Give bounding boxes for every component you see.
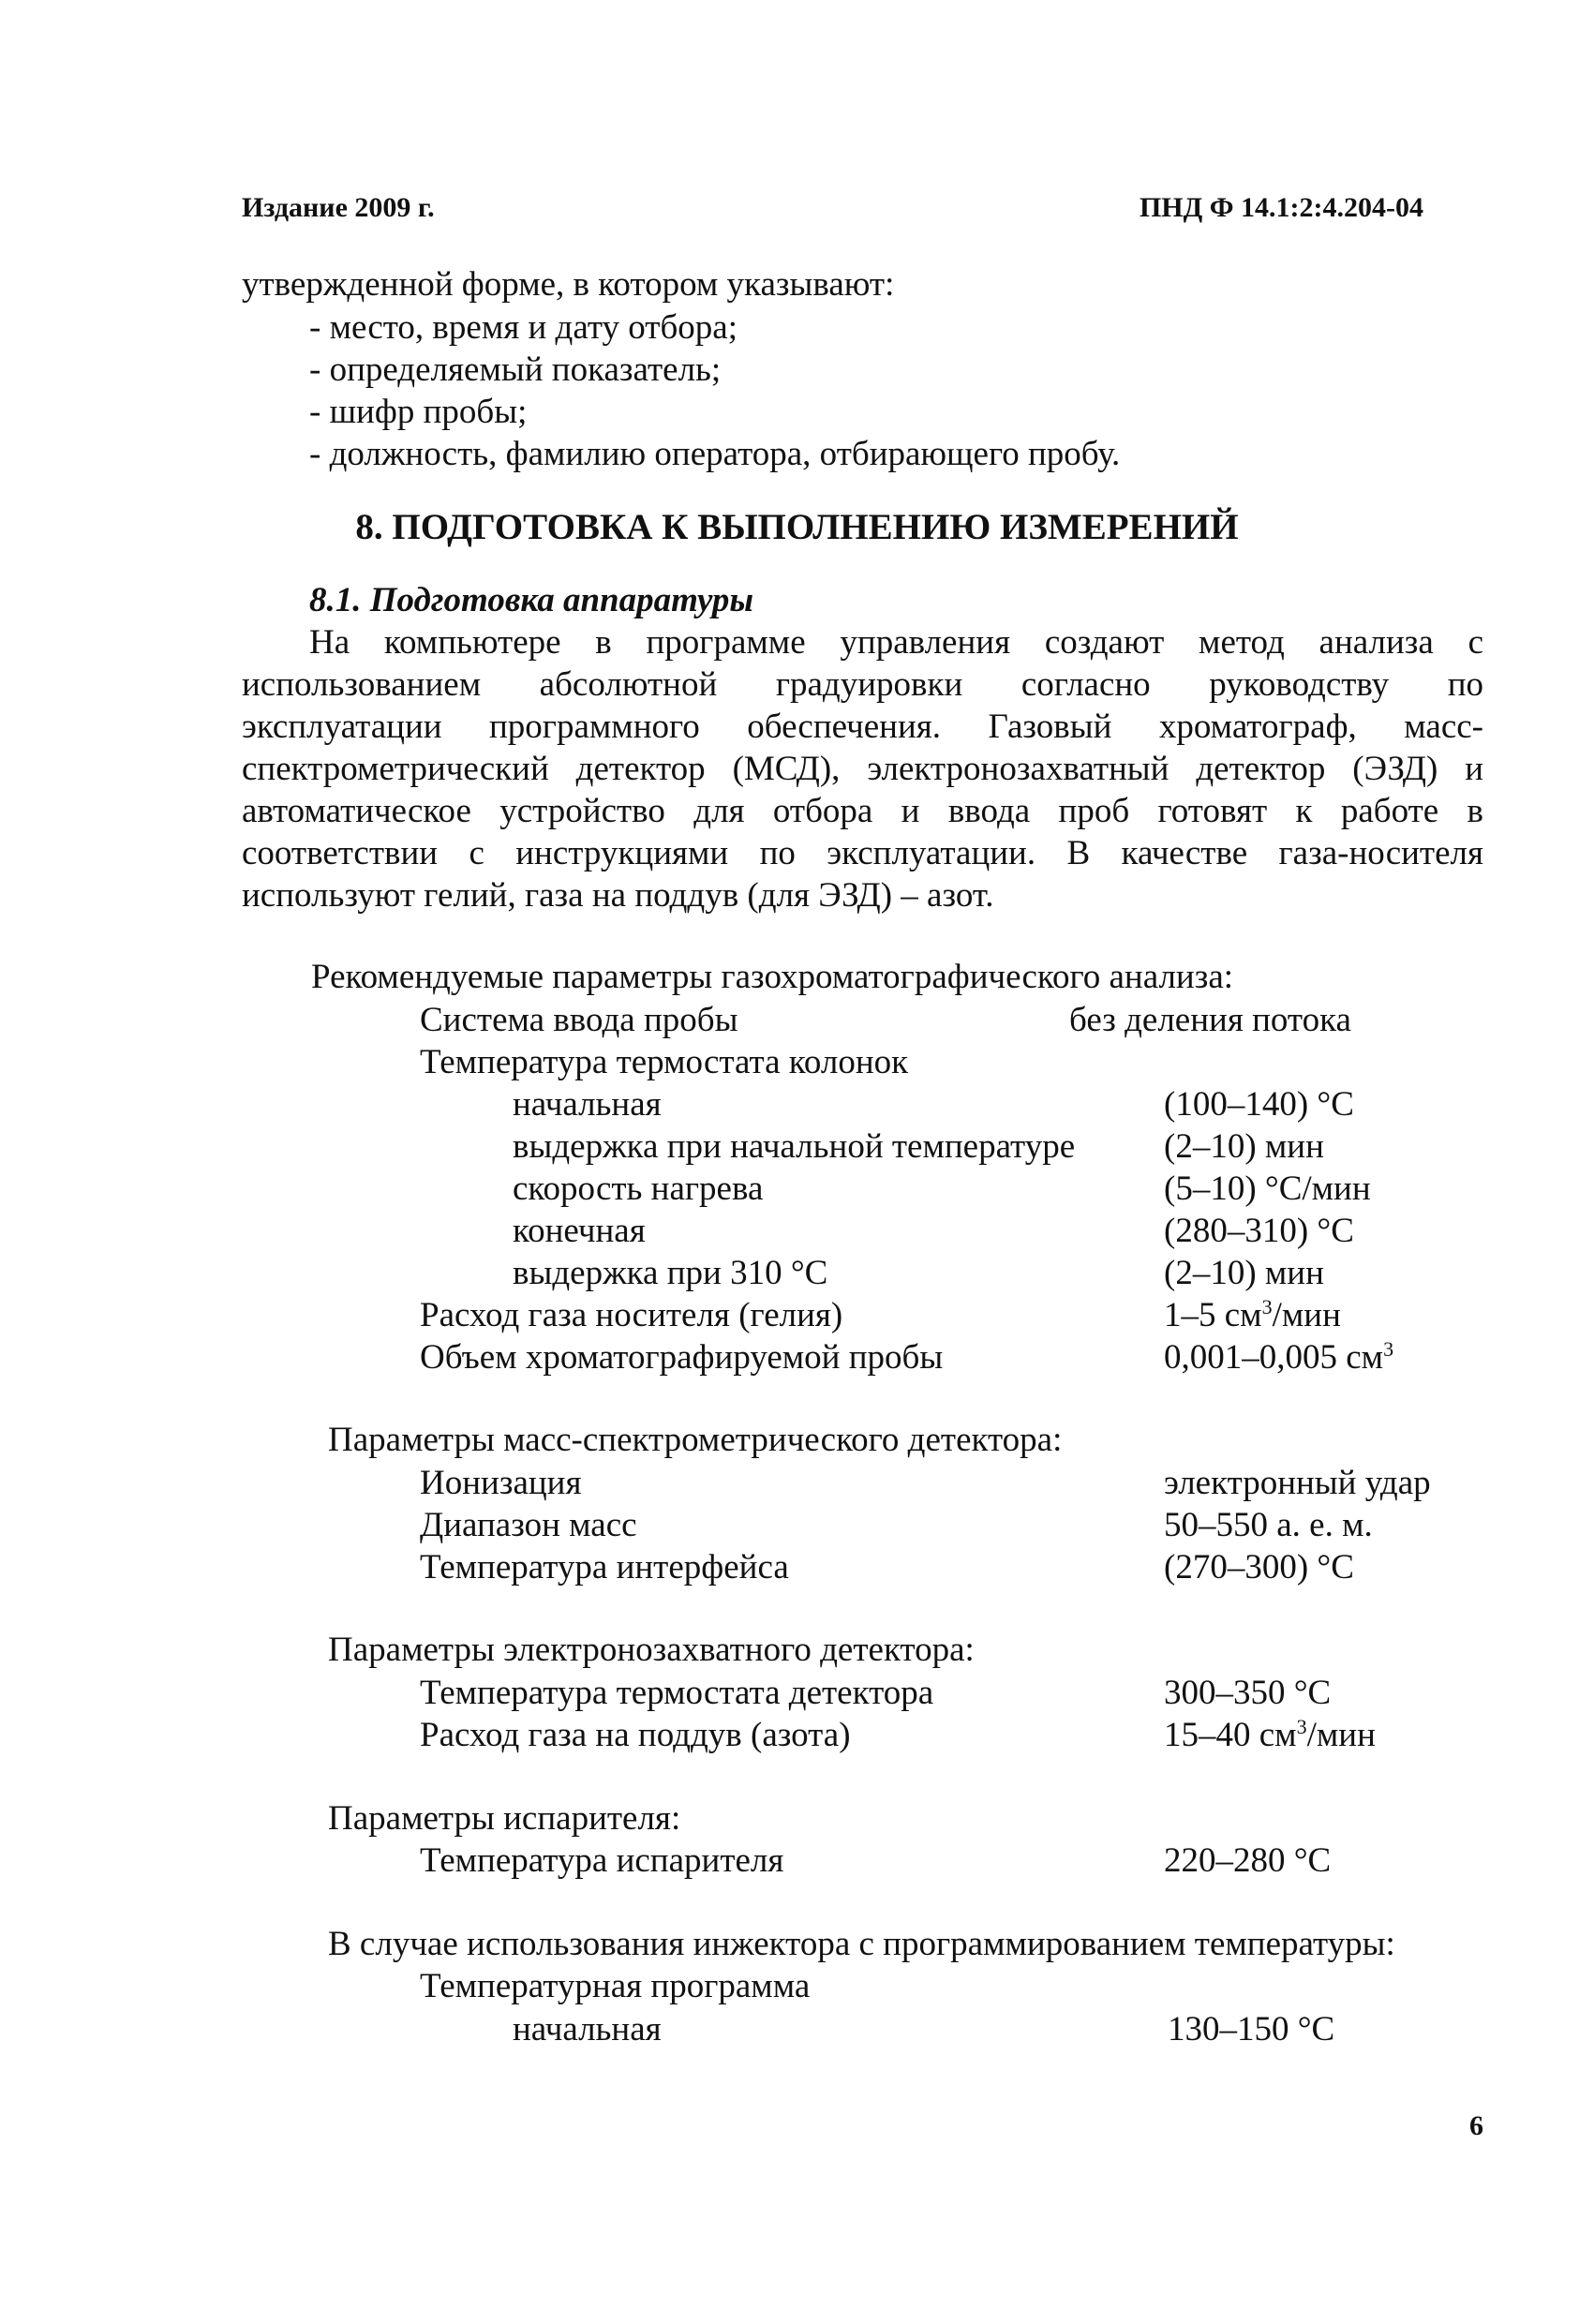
page-number: 6 [1469,2110,1483,2141]
bullet-item: - должность, фамилию оператора, отбирающего пробу. [309,435,1121,473]
ptv-heading: В случае использования инжектора с программированием температуры: [328,1925,1395,1963]
hold-final-value: (2–10) мин [1164,1254,1324,1292]
interface-temp-label: Температура интерфейса [420,1548,789,1587]
sample-volume-label: Объем хроматографируемой пробы [420,1338,944,1377]
gc-params-heading: Рекомендуемые параметры газохроматографического анализа: [311,958,1234,996]
ionization-label: Ионизация [420,1464,582,1502]
heating-rate-label: скорость нагрева [513,1169,764,1208]
paragraph-line: соответствии с инструкциями по эксплуатации. В качестве газа-носителя [242,834,1483,872]
ptv-initial-label: начальная [513,2010,662,2048]
interface-temp-value: (270–300) °С [1164,1548,1354,1587]
oven-temp-label: Температура термостата колонок [420,1043,909,1081]
section-title: 8. ПОДГОТОВКА К ВЫПОЛНЕНИЮ ИЗМЕРЕНИЙ [355,507,1239,547]
mass-range-value: 50–550 а. е. м. [1164,1506,1373,1544]
injection-label: Система ввода пробы [420,1001,738,1039]
vaporizer-temp-label: Температура испарителя [420,1841,784,1880]
intro-line: утвержденной форме, в котором указывают: [242,265,895,304]
edition-label: Издание 2009 г. [242,192,435,223]
injection-value: без деления потока [1069,1001,1351,1039]
ionization-value: электронный удар [1164,1464,1431,1502]
ecd-params-heading: Параметры электронозахватного детектора: [328,1631,975,1669]
carrier-gas-value: 1–5 $см^3$/мин [1164,1295,1341,1334]
carrier-gas-label: Расход газа носителя (гелия) [420,1296,843,1334]
ptv-initial-value: 130–150 °С [1168,2010,1335,2048]
paragraph-line: спектрометрический детектор (МСД), электронозахватный детектор (ЭЗД) и [242,750,1483,788]
paragraph-line: эксплуатации программного обеспечения. Газовый хроматограф, масс- [242,708,1483,746]
makeup-gas-value: 15–40 $см^3$/мин [1164,1715,1376,1754]
heating-rate-value: (5–10) °С/мин [1164,1169,1371,1208]
final-temp-label: конечная [513,1212,646,1250]
paragraph-line: На компьютере в программе управления создают метод анализа с [309,623,1483,662]
final-temp-value: (280–310) °С [1164,1212,1354,1250]
document-code: ПНД Ф 14.1:2:4.204-04 [1139,192,1423,223]
initial-temp-label: начальная [513,1085,662,1124]
bullet-item: - место, время и дату отбора; [309,308,737,347]
paragraph-line: использованием абсолютной градуировки согласно руководству по [242,665,1483,704]
hold-final-label: выдержка при 310 °С [513,1254,828,1292]
ecd-oven-temp-value: 300–350 °С [1164,1674,1332,1712]
msd-params-heading: Параметры масс-спектрометрического детектора: [328,1421,1063,1459]
makeup-gas-label: Расход газа на поддув (азота) [420,1716,851,1754]
mass-range-label: Диапазон масс [420,1506,637,1544]
paragraph-line: автоматическое устройство для отбора и ввода проб готовят к работе в [242,792,1483,830]
temp-program-label: Температурная программа [420,1967,811,2005]
vaporizer-params-heading: Параметры испарителя: [328,1799,681,1838]
paragraph-line: используют гелий, газа на поддув (для ЭЗД) – азот. [242,876,994,915]
sample-volume-value: 0,001–0,005 $см^3$ [1164,1337,1394,1377]
initial-temp-value: (100–140) °С [1164,1085,1354,1124]
bullet-item: - шифр пробы; [309,393,528,431]
bullet-item: - определяемый показатель; [309,350,722,389]
ecd-oven-temp-label: Температура термостата детектора [420,1674,934,1712]
hold-initial-label: выдержка при начальной температуре [513,1127,1076,1166]
vaporizer-temp-value: 220–280 °С [1164,1841,1332,1880]
subsection-title: 8.1. Подготовка аппаратуры [309,581,754,619]
hold-initial-value: (2–10) мин [1164,1127,1324,1166]
